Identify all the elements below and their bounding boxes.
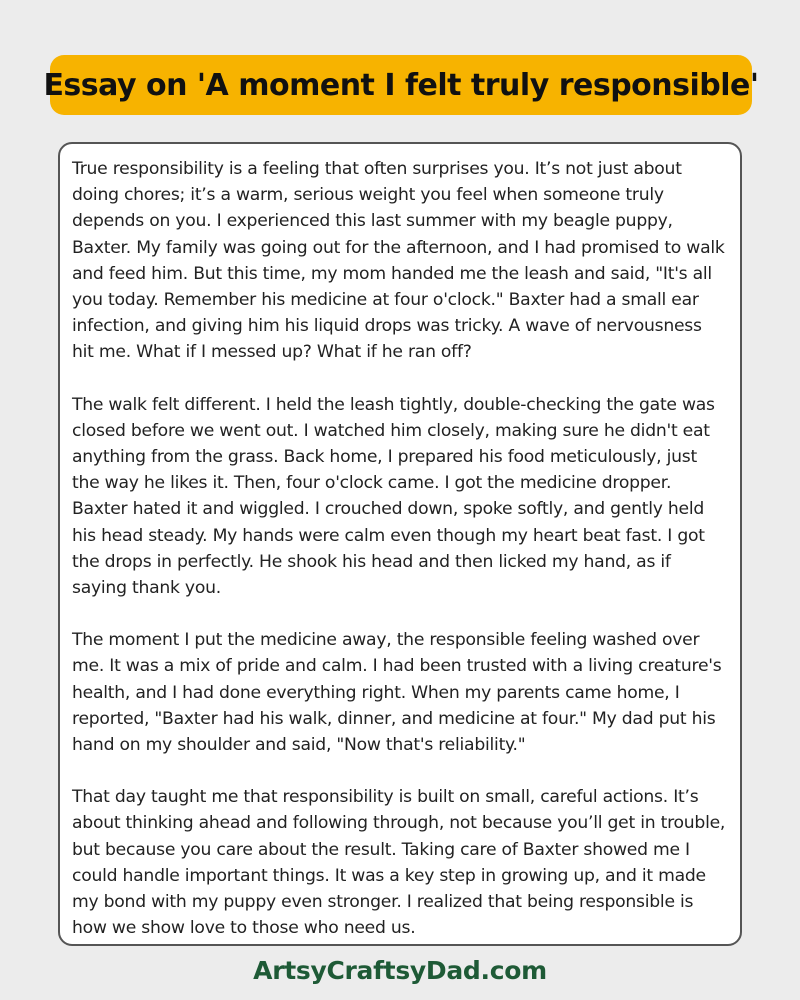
page-title: Essay on 'A moment I felt truly responsible' bbox=[43, 67, 759, 103]
essay-box bbox=[58, 142, 742, 946]
essay-paragraph-3: The moment I put the medicine away, the responsible feeling washed over me. It was a mix of pride and calm. I had been trusted with a living creature's health, and I had done everything right. When my parents came home, I reported, "Baxter had his walk, dinner, and medicine at four." My dad put his hand on my shoulder and said, "Now that's reliability." bbox=[72, 630, 722, 756]
essay-paragraph-1: True responsibility is a feeling that often surprises you. It’s not just about doing chores; it’s a warm, serious weight you feel when someone truly depends on you. I experienced this last summer with my beagle puppy, Baxter. My family was going out for the afternoon, and I had promised to walk and feed him. But this time, my mom handed me the leash and said, "It's all you today. Remember his medicine at four o'clock." Baxter had a small ear infection, and giving him his liquid drops was tricky. A wave of nervousness hit me. What if I messed up? What if he ran off? bbox=[72, 159, 725, 363]
essay-paragraph-2: The walk felt different. I held the leash tightly, double-checking the gate was closed before we went out. I watched him closely, making sure he didn't eat anything from the grass. Back home, I prepared his food meticulously, just the way he likes it. Then, four o'clock came. I got the medicine dropper. Baxter hated it and wiggled. I crouched down, spoke softly, and gently held his head steady. My hands were calm even though my heart beat fast. I got the drops in perfectly. He shook his head and then licked my hand, as if saying thank you. bbox=[72, 394, 715, 599]
site-watermark: ArtsyCraftsyDad.com bbox=[253, 956, 547, 985]
footer bbox=[0, 956, 800, 985]
essay-paragraph-4: That day taught me that responsibility is built on small, careful actions. It’s about thinking ahead and following through, not because you’ll get in trouble, but because you care about the result. Taking care of Baxter showed me I could handle important things. It was a key step in growing up, and it made my bond with my puppy even stronger. I realized that being responsible is how we show love to those who need us. bbox=[72, 787, 726, 939]
title-banner bbox=[43, 55, 759, 115]
